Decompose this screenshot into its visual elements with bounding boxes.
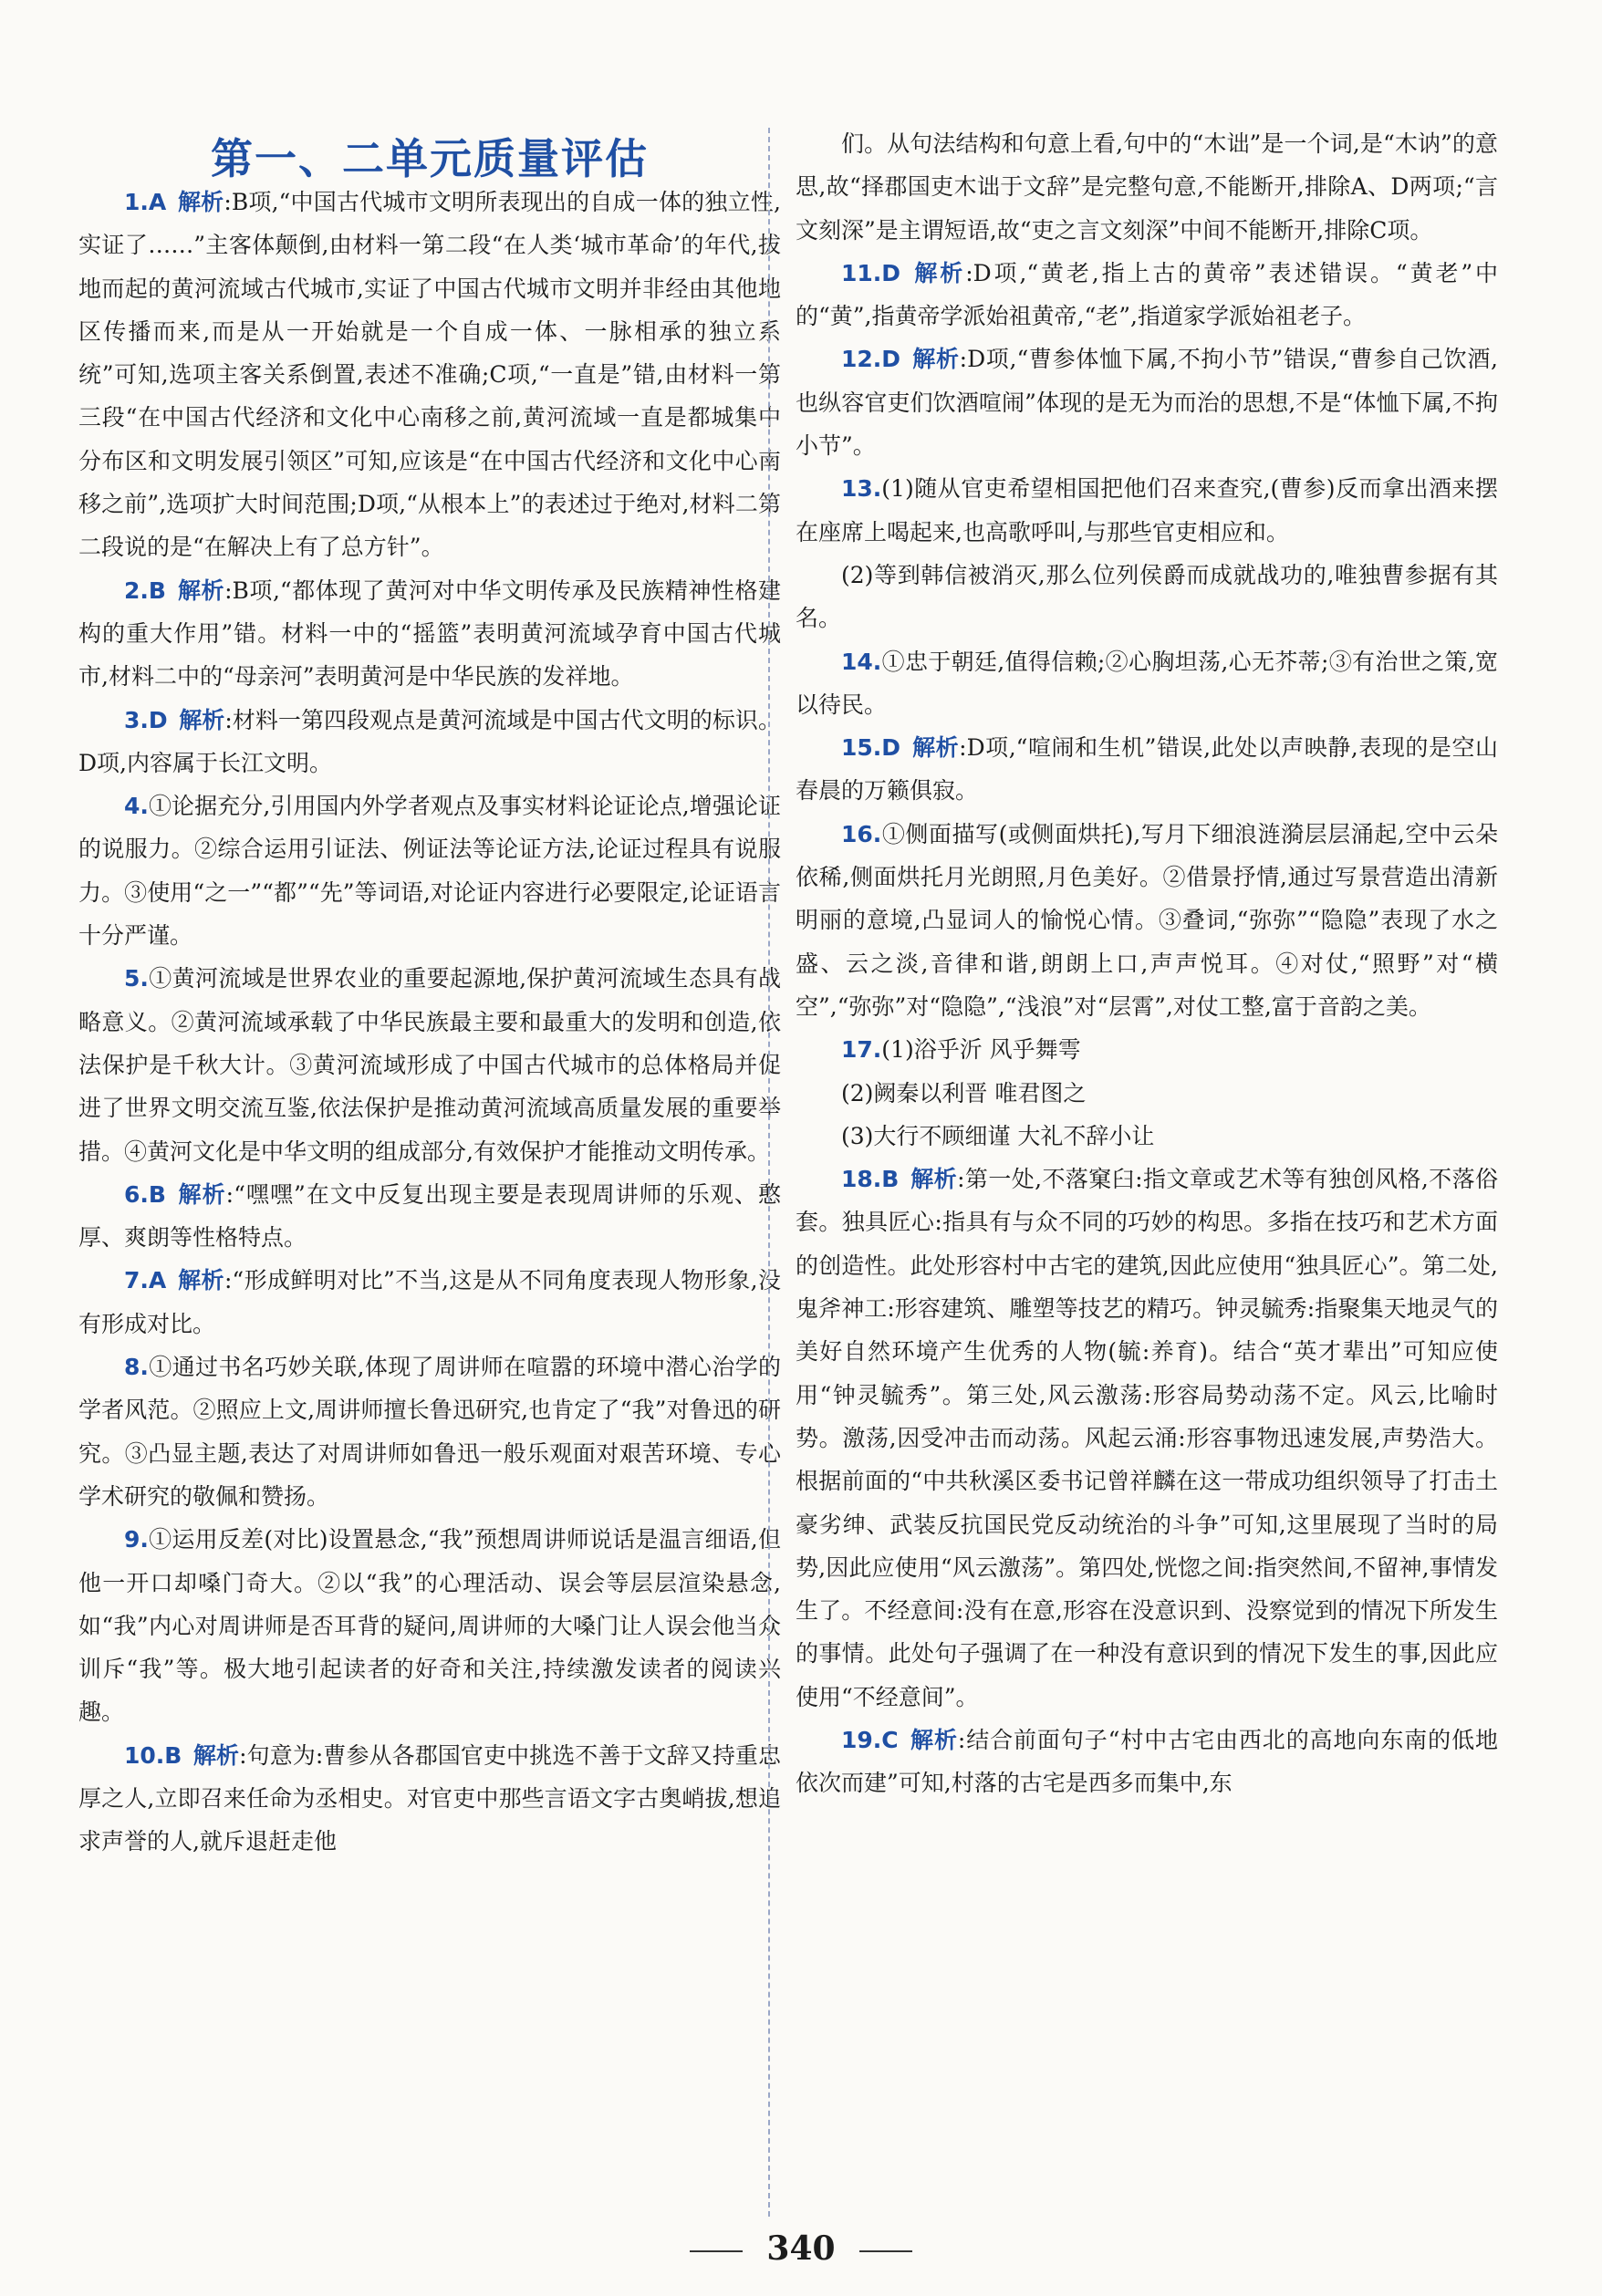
analysis-label: 解析 bbox=[177, 1180, 226, 1208]
analysis-label: 解析 bbox=[910, 1726, 958, 1753]
question-number: 2.B bbox=[124, 577, 166, 604]
answer-paragraph bbox=[78, 957, 781, 1172]
answer-text: (1)浴乎沂 风乎舞雩 bbox=[881, 1036, 1081, 1064]
answer-paragraph bbox=[796, 640, 1498, 727]
answer-paragraph bbox=[796, 726, 1498, 813]
answer-text: :D项,“曹参体恤下属,不拘小节”错误,“曹参自己饮酒,也纵容官吏们饮酒喧闹”体现的是无为而治的思想,不是“体恤下属,不拘小节”。 bbox=[796, 346, 1498, 460]
question-number: 13. bbox=[841, 475, 882, 503]
answer-paragraph bbox=[78, 1734, 781, 1864]
answer-text: (3)大行不顾细谨 大礼不辞小让 bbox=[841, 1122, 1155, 1149]
column-divider bbox=[768, 128, 770, 2217]
question-number: 19.C bbox=[841, 1726, 899, 1753]
question-number: 12.D bbox=[841, 346, 901, 373]
page-number: 340 bbox=[766, 2229, 836, 2268]
answer-paragraph bbox=[796, 813, 1498, 1028]
answer-text: :D项,“喧闹和生机”错误,此处以声映静,表现的是空山春晨的万籁俱寂。 bbox=[796, 734, 1498, 805]
question-number: 5. bbox=[124, 965, 149, 992]
footer-dash-right bbox=[859, 2250, 912, 2252]
question-number: 6.B bbox=[124, 1180, 166, 1208]
question-number: 17. bbox=[841, 1036, 882, 1064]
analysis-label: 解析 bbox=[911, 734, 960, 762]
answer-paragraph bbox=[796, 1072, 1498, 1115]
question-number: 16. bbox=[841, 820, 882, 847]
answer-text: :“形成鲜明对比”不当,这是从不同角度表现人物形象,没有形成对比。 bbox=[78, 1267, 781, 1337]
question-number: 10.B bbox=[124, 1741, 182, 1769]
analysis-label: 解析 bbox=[177, 577, 225, 604]
answer-paragraph bbox=[796, 467, 1498, 554]
analysis-label: 解析 bbox=[911, 259, 966, 286]
answer-text: :材料一第四段观点是黄河流域是中国古代文明的标识。D项,内容属于长江文明。 bbox=[78, 706, 781, 776]
question-number: 3.D bbox=[124, 706, 168, 733]
answer-text: (2)等到韩信被消灭,那么位列侯爵而成就战功的,唯独曹参据有其名。 bbox=[796, 561, 1498, 632]
page-title: 第一、二单元质量评估 bbox=[211, 134, 649, 183]
answer-paragraph bbox=[78, 181, 781, 569]
left-column bbox=[78, 181, 781, 1864]
answer-paragraph bbox=[78, 784, 781, 957]
right-column bbox=[796, 122, 1498, 1805]
answer-text: :B项,“中国古代城市文明所表现出的自成一体的独立性,实证了……”主客体颠倒,由材料一第二段“在人类‘城市革命’的年代,拔地而起的黄河流域古代城市,实证了中国古代城市文明并非经由其他地区传播而来,而是从一开始就是一个自成一体、一脉相承的独立系统”可知,选项主客关系倒置,表述不准确;C项,“一直是”错,由材料一第三段“在中国古代经济和文化中心南移之前,黄河流域一直是都城集中分布区和文明发展引领区”可知,应该是“在中国古代经济和文化中心南移之前”,选项扩大时间范围;D项,“从根本上”的表述过于绝对,材料二第二段说的是“在解决上有了总方针”。 bbox=[78, 189, 781, 561]
answer-paragraph bbox=[796, 338, 1498, 467]
answer-paragraph bbox=[78, 1259, 781, 1345]
answer-text: :B项,“都体现了黄河对中华文明传承及民族精神性格建构的重大作用”错。材料一中的“摇篮”表明黄河流域孕育中国古代城市,材料二中的“母亲河”表明黄河是中华民族的发祥地。 bbox=[78, 577, 781, 691]
answer-paragraph bbox=[796, 1028, 1498, 1071]
answer-text: (2)阙秦以利晋 唯君图之 bbox=[841, 1079, 1087, 1106]
answer-text: :句意为:曹参从各郡国官吏中挑选不善于文辞又持重忠厚之人,立即召来任命为丞相史。对官吏中那些言语文字古奥峭拔,想追求声誉的人,就斥退赶走他 bbox=[78, 1741, 781, 1855]
answer-paragraph bbox=[78, 569, 781, 699]
analysis-label: 解析 bbox=[177, 189, 224, 215]
answer-text: ①通过书名巧妙关联,体现了周讲师在喧嚣的环境中潜心治学的学者风范。②照应上文,周讲师擅长鲁迅研究,也肯定了“我”对鲁迅的研究。③凸显主题,表达了对周讲师如鲁迅一般乐观面对艰苦环境、专心学术研究的敬佩和赞扬。 bbox=[78, 1354, 781, 1510]
answer-paragraph bbox=[796, 1719, 1498, 1805]
question-number: 8. bbox=[124, 1354, 149, 1381]
footer-dash-left bbox=[690, 2250, 743, 2252]
question-number: 11.D bbox=[841, 259, 901, 286]
answer-text: :“嘿嘿”在文中反复出现主要是表现周讲师的乐观、憨厚、爽朗等性格特点。 bbox=[78, 1180, 781, 1252]
question-number: 18.B bbox=[841, 1166, 900, 1193]
answer-text: :D项,“黄老,指上古的黄帝”表述错误。“黄老”中的“黄”,指黄帝学派始祖黄帝,“老”,指道家学派始祖老子。 bbox=[796, 259, 1498, 330]
analysis-label: 解析 bbox=[177, 1267, 224, 1294]
answer-text: :结合前面句子“村中古宅由西北的高地向东南的低地依次而建”可知,村落的古宅是西多而集中,东 bbox=[796, 1726, 1498, 1797]
answer-text: ①侧面描写(或侧面烘托),写月下细浪涟漪层层涌起,空中云朵依稀,侧面烘托月光朗照,月色美好。②借景抒情,通过写景营造出清新明丽的意境,凸显词人的愉悦心情。③叠词,“弥弥”“隐隐”表现了水之盛、云之淡,音律和谐,朗朗上口,声声悦耳。④对仗,“照野”对“横空”,“弥弥”对“隐隐”,“浅浪”对“层霄”,对仗工整,富于音韵之美。 bbox=[796, 820, 1498, 1020]
answer-text: :第一处,不落窠臼:指文章或艺术等有独创风格,不落俗套。独具匠心:指具有与众不同的巧妙的构思。多指在技巧和艺术方面的创造性。此处形容村中古宅的建筑,因此应使用“独具匠心”。第二处,鬼斧神工:形容建筑、雕塑等技艺的精巧。钟灵毓秀:指聚集天地灵气的美好自然环境产生优秀的人物(毓:养育)。结合“英才辈出”可知应使用“钟灵毓秀”。第三处,风云激荡:形容局势动荡不定。风云,比喻时势。激荡,因受冲击而动荡。风起云涌:形容事物迅速发展,声势浩大。根据前面的“中共秋溪区委书记曾祥麟在这一带成功组织领导了打击土豪劣绅、武装反抗国民党反动统治的斗争”可知,这里展现了当时的局势,因此应使用“风云激荡”。第四处,恍惚之间:指突然间,不留神,事情发生了。不经意间:没有在意,形容在没意识到、没察觉到的情况下所发生的事情。此处句子强调了在一种没有意识到的情况下发生的事,因此应使用“不经意间”。 bbox=[796, 1166, 1498, 1710]
question-number: 15.D bbox=[841, 734, 901, 762]
question-number: 7.A bbox=[124, 1267, 167, 1294]
answer-text: ①论据充分,引用国内外学者观点及事实材料论证论点,增强论证的说服力。②综合运用引证法、例证法等论证方法,论证过程具有说服力。③使用“之一”“都”“先”等词语,对论证内容进行必要限定,论证语言十分严谨。 bbox=[78, 793, 781, 950]
answer-paragraph bbox=[78, 699, 781, 785]
page-footer bbox=[0, 2229, 1602, 2268]
analysis-label: 解析 bbox=[911, 346, 960, 373]
answer-paragraph bbox=[78, 1518, 781, 1733]
answer-paragraph bbox=[796, 554, 1498, 640]
answer-paragraph bbox=[796, 252, 1498, 338]
question-number: 14. bbox=[841, 648, 882, 675]
answer-paragraph bbox=[796, 122, 1498, 252]
answer-paragraph bbox=[78, 1173, 781, 1260]
answer-text: 们。从句法结构和句意上看,句中的“木诎”是一个词,是“木讷”的意思,故“择郡国吏木诎于文辞”是完整句意,不能断开,排除A、D两项;“言文刻深”是主谓短语,故“吏之言文刻深”中间不能断开,排除C项。 bbox=[796, 130, 1498, 244]
question-number: 1.A bbox=[124, 189, 167, 215]
answer-text: (1)随从官吏希望相国把他们召来查究,(曹参)反而拿出酒来摆在座席上喝起来,也高歌呼叫,与那些官吏相应和。 bbox=[796, 475, 1498, 545]
answer-paragraph bbox=[796, 1158, 1498, 1719]
answer-text: ①黄河流域是世界农业的重要起源地,保护黄河流域生态具有战略意义。②黄河流域承载了中华民族最主要和最重大的发明和创造,依法保护是千秋大计。③黄河流域形成了中国古代城市的总体格局并促进了世界文明交流互鉴,依法保护是推动黄河流域高质量发展的重要举措。④黄河文化是中华文明的组成部分,有效保护才能推动文明传承。 bbox=[78, 965, 781, 1165]
analysis-label: 解析 bbox=[910, 1166, 958, 1193]
analysis-label: 解析 bbox=[179, 706, 225, 733]
answer-text: ①运用反差(对比)设置悬念,“我”预想周讲师说话是温言细语,但他一开口却嗓门奇大。②以“我”的心理活动、误会等层层渲染悬念,如“我”内心对周讲师是否耳背的疑问,周讲师的大嗓门让人误会他当众训斥“我”等。极大地引起读者的好奇和关注,持续激发读者的阅读兴趣。 bbox=[78, 1526, 781, 1726]
answer-text: ①忠于朝廷,值得信赖;②心胸坦荡,心无芥蒂;③有治世之策,宽以待民。 bbox=[796, 648, 1498, 718]
answer-paragraph bbox=[78, 1345, 781, 1518]
question-number: 4. bbox=[124, 793, 149, 820]
answer-paragraph bbox=[796, 1115, 1498, 1158]
analysis-label: 解析 bbox=[192, 1741, 240, 1769]
question-number: 9. bbox=[124, 1526, 149, 1553]
